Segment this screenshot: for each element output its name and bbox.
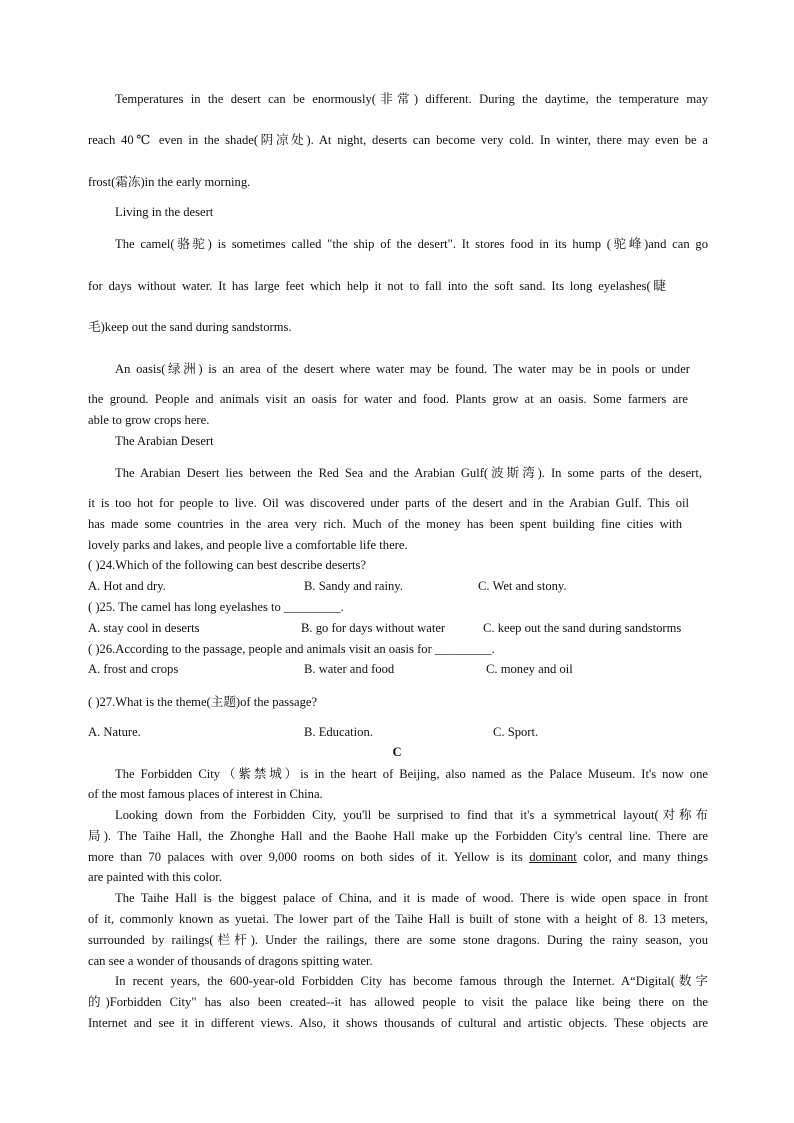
c-para3-line2: of it, commonly known as yuetai. The lower part of the Taihe Hall is built of stone with a height of 8. 13 meters, xyxy=(88,912,708,926)
desert-para1-line1: Temperatures in the desert can be enormously(非常) different. During the daytime, the temperature may xyxy=(115,92,708,106)
c-para3-line3: surrounded by railings(栏杆). Under the railings, there are some stone dragons. During the rainy season, you xyxy=(88,933,708,947)
question-27-option-c: C. Sport. xyxy=(493,725,539,739)
question-26-option-a: A. frost and crops xyxy=(88,662,179,676)
desert-para2-line1: The camel(骆驼) is sometimes called "the ship of the desert". It stores food in its hump (驼峰)and can go xyxy=(115,237,708,251)
desert-para4-line4: lovely parks and lakes, and people live a comfortable life there. xyxy=(88,538,408,552)
c-para4-line1: In recent years, the 600-year-old Forbidden City has become famous through the Internet. A“Digital(数字 xyxy=(115,974,708,988)
question-24-option-b: B. Sandy and rainy. xyxy=(304,579,403,593)
question-27-stem: ( )27.What is the theme(主题)of the passage? xyxy=(88,695,318,709)
desert-para4-line1: The Arabian Desert lies between the Red Sea and the Arabian Gulf(波斯湾). In some parts of the desert, xyxy=(115,466,702,480)
section-c-label: C xyxy=(392,745,402,759)
question-27-option-b: B. Education. xyxy=(304,725,373,739)
question-24-option-c: C. Wet and stony. xyxy=(478,579,567,593)
question-25-option-b: B. go for days without water xyxy=(301,621,446,635)
heading-arabian-desert: The Arabian Desert xyxy=(115,434,214,448)
c-para2-line2: 局). The Taihe Hall, the Zhonghe Hall and the Baohe Hall make up the Forbidden City's central line. There are xyxy=(88,829,708,843)
c-para3-line4: can see a wonder of thousands of dragons spitting water. xyxy=(88,954,373,968)
heading-living-in-desert: Living in the desert xyxy=(115,205,214,219)
c-para4-line2: 的)Forbidden City" has also been created--it has allowed people to visit the palace like being there on the xyxy=(88,995,708,1009)
question-25-option-c: C. keep out the sand during sandstorms xyxy=(483,621,682,635)
question-25-stem: ( )25. The camel has long eyelashes to _________. xyxy=(88,600,344,614)
desert-para3-line1: An oasis(绿洲) is an area of the desert where water may be found. The water may be in pools or under xyxy=(115,362,690,376)
c-para1-line1: The Forbidden City（紫禁城）is in the heart of Beijing, also named as the Palace Museum. It's now one xyxy=(115,767,708,781)
underlined-word-dominant: dominant xyxy=(529,850,577,864)
desert-para4-line3: has made some countries in the area very rich. Much of the money has been spent building fine cities with xyxy=(88,517,682,531)
question-24-option-a: A. Hot and dry. xyxy=(88,579,166,593)
question-26-stem: ( )26.According to the passage, people and animals visit an oasis for _________. xyxy=(88,642,495,656)
c-para2-line1: Looking down from the Forbidden City, you'll be surprised to find that it's a symmetrical layout(对称布 xyxy=(115,808,708,822)
question-27-option-a: A. Nature. xyxy=(88,725,141,739)
c-para2-line4: are painted with this color. xyxy=(88,870,222,884)
c-para1-line2: of the most famous places of interest in China. xyxy=(88,787,323,801)
question-25-option-a: A. stay cool in deserts xyxy=(88,621,200,635)
c-para4-line3: Internet and see it in different views. Also, it shows thousands of cultural and artistic objects. These objects are xyxy=(88,1016,708,1030)
desert-para1-line3: frost(霜冻)in the early morning. xyxy=(88,175,251,189)
question-24-stem: ( )24.Which of the following can best describe deserts? xyxy=(88,558,367,572)
desert-para4-line2: it is too hot for people to live. Oil was discovered under parts of the desert and in the Arabian Gulf. This oil xyxy=(88,496,689,510)
desert-para3-line3: able to grow crops here. xyxy=(88,413,210,427)
question-26-option-c: C. money and oil xyxy=(486,662,573,676)
desert-para1-line2: reach 40℃ even in the shade(阴凉处). At night, deserts can become very cold. In winter, there may even be a xyxy=(88,133,708,147)
c-para2-line3: more than 70 palaces with over 9,000 rooms on both sides of it. Yellow is its dominant color, and many things xyxy=(88,850,708,864)
c-para3-line1: The Taihe Hall is the biggest palace of China, and it is made of wood. There is wide open space in front xyxy=(115,891,708,905)
desert-para2-line3: 毛)keep out the sand during sandstorms. xyxy=(88,320,292,334)
desert-para3-line2: the ground. People and animals visit an oasis for water and food. Plants grow at an oasis. Some farmers are xyxy=(88,392,688,406)
question-26-option-b: B. water and food xyxy=(304,662,395,676)
desert-para2-line2: for days without water. It has large feet which help it not to fall into the soft sand. Its long eyelashes(睫 xyxy=(88,279,666,293)
